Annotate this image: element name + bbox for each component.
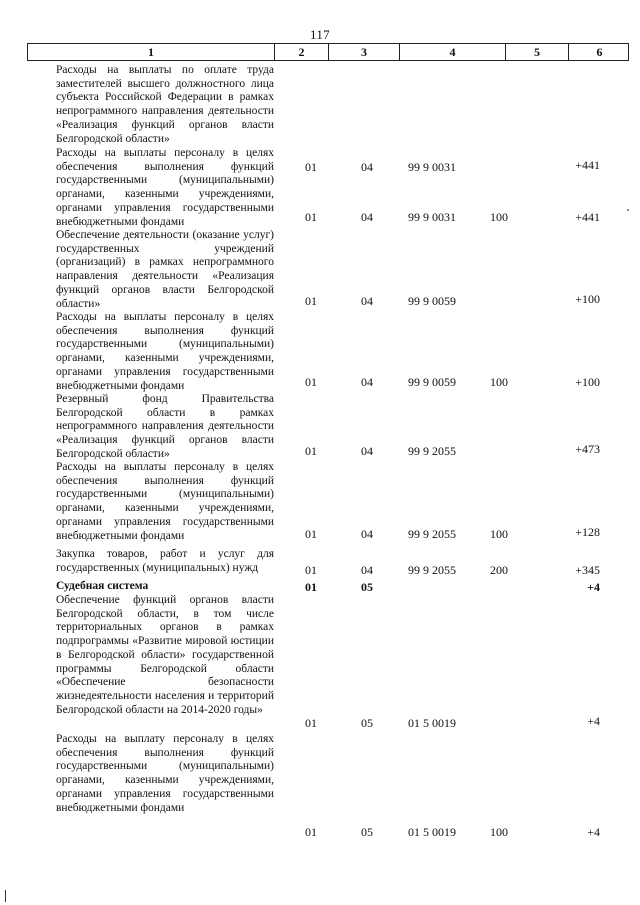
row-col-4: 99 9 2055 [408, 444, 456, 458]
row-col-5: 100 [490, 825, 508, 839]
row-col-6: +441 [575, 210, 600, 224]
row-col-4: 99 9 0031 [408, 210, 456, 224]
header-col-4: 4 [399, 44, 505, 60]
row-col-2: 01 [305, 294, 317, 308]
row-col-6: +100 [575, 292, 600, 306]
row-col-5: 100 [490, 210, 508, 224]
row-col-3: 05 [361, 580, 373, 594]
scan-edge-mark [5, 890, 6, 902]
row-description: Расходы на выплаты персоналу в целях обеспечения выполнения функций государственными (муниципальными) органами, казенными учреждениями, органами управления государственными внебюджетными фондами [56, 461, 274, 542]
row-col-2: 01 [305, 375, 317, 389]
header-col-6: 6 [568, 44, 630, 60]
table-header [27, 43, 629, 61]
header-col-5: 5 [505, 44, 568, 60]
row-description: Закупка товаров, работ и услуг для государственных (муниципальных) нужд [56, 548, 274, 574]
row-col-6: +128 [575, 525, 600, 539]
row-col-5: 100 [490, 375, 508, 389]
row-col-3: 05 [361, 716, 373, 730]
row-col-2: 01 [305, 563, 317, 577]
row-col-6: +4 [587, 580, 600, 594]
row-col-2: 01 [305, 160, 317, 174]
row-col-2: 01 [305, 825, 317, 839]
row-col-4: 99 9 0031 [408, 160, 456, 174]
row-col-2: 01 [305, 210, 317, 224]
row-col-4: 99 9 0059 [408, 375, 456, 389]
row-col-3: 04 [361, 444, 373, 458]
row-col-5: 200 [490, 563, 508, 577]
row-col-2: 01 [305, 527, 317, 541]
row-col-3: 04 [361, 563, 373, 577]
page-number: 117 [310, 27, 330, 42]
row-col-6: +441 [575, 158, 600, 172]
row-col-3: 04 [361, 210, 373, 224]
row-col-4: 99 9 2055 [408, 563, 456, 577]
row-col-4: 01 5 0019 [408, 716, 456, 730]
row-col-4: 99 9 0059 [408, 294, 456, 308]
row-description: Расходы на выплаты персоналу в целях обеспечения выполнения функций государственными (муниципальными) органами, казенными учреждениями, органами управления государственными внебюджетными фондами [56, 147, 274, 228]
row-col-6: +4 [587, 714, 600, 728]
row-description: Расходы на выплаты персоналу в целях обеспечения выполнения функций государственными (муниципальными) органами, казенными учреждениями, органами управления государственными внебюджетными фондами [56, 311, 274, 392]
section-title: Судебная система [56, 580, 149, 592]
row-col-3: 04 [361, 375, 373, 389]
row-col-3: 04 [361, 294, 373, 308]
row-description: Расходы на выплаты по оплате труда заместителей высшего должностного лица субъекта Российской Федерации в рамках непрограммного направления деятельности «Реализация функций органов власти Белгородской области» [56, 64, 274, 145]
row-col-3: 04 [361, 160, 373, 174]
row-description: Расходы на выплату персоналу в целях обеспечения выполнения функций государственными (муниципальными) органами, казенными учреждениями, органами управления государственными внебюджетными фондами [56, 733, 274, 814]
row-col-6: +4 [587, 825, 600, 839]
row-col-5: 100 [490, 527, 508, 541]
row-col-6: +473 [575, 442, 600, 456]
scan-speck [627, 209, 629, 211]
row-description: Резервный фонд Правительства Белгородской области в рамках непрограммного направления деятельности «Реализация функций органов власти Белгородской области» [56, 393, 274, 460]
row-col-2: 01 [305, 580, 317, 594]
row-col-2: 01 [305, 444, 317, 458]
row-description: Обеспечение деятельности (оказание услуг) государственных учреждений (организаций) в рамках непрограммного направления деятельности «Реализация функций органов власти Белгородской области» [56, 229, 274, 310]
row-col-3: 05 [361, 825, 373, 839]
row-col-2: 01 [305, 716, 317, 730]
row-col-4: 99 9 2055 [408, 527, 456, 541]
row-col-6: +345 [575, 563, 600, 577]
header-col-2: 2 [274, 44, 328, 60]
header-col-3: 3 [328, 44, 399, 60]
row-col-4: 01 5 0019 [408, 825, 456, 839]
row-col-3: 04 [361, 527, 373, 541]
header-col-1: 1 [148, 45, 154, 59]
row-description: Обеспечение функций органов власти Белгородской области, в том числе территориальных органов в рамках подпрограммы «Развитие мировой юстиции в Белгородской области» государственной программы Белгородской области «Обеспечение безопасности жизнедеятельности населения и территорий Белгородской области на 2014-2020 годы» [56, 594, 274, 716]
row-col-6: +100 [575, 375, 600, 389]
